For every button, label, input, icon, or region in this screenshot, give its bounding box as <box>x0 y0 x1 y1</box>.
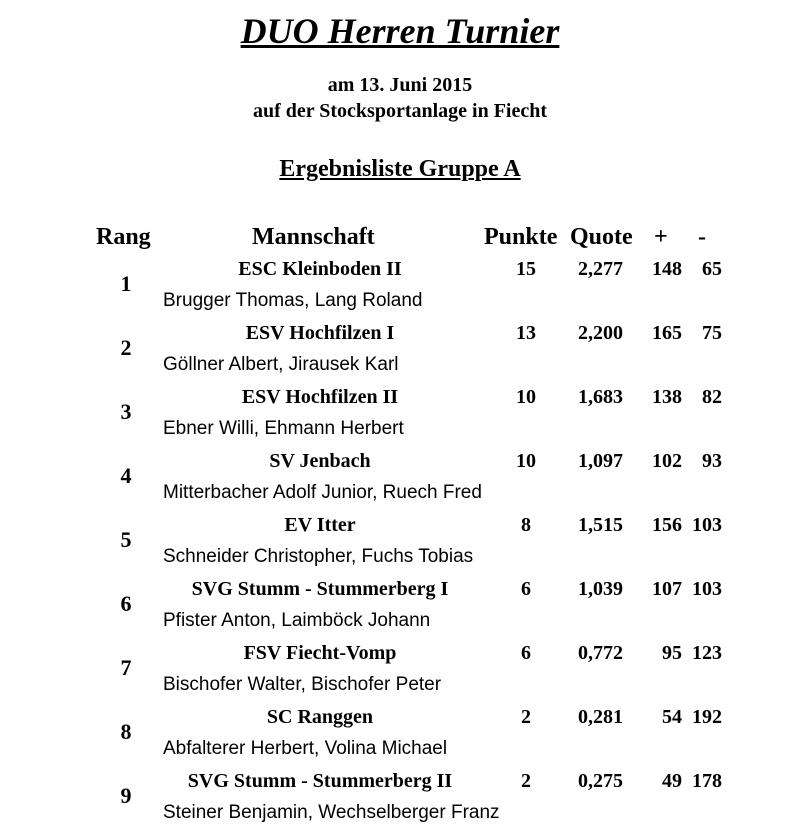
minus-cell: 82 <box>702 386 722 408</box>
players-line: Göllner Albert, Jirausek Karl <box>163 354 399 375</box>
team-name: SVG Stumm - Stummerberg II <box>187 770 453 792</box>
rank-cell: 5 <box>120 527 132 552</box>
plus-cell: 102 <box>652 450 682 472</box>
header-plus: + <box>654 224 668 250</box>
team-name: SV Jenbach <box>269 450 371 472</box>
plus-cell: 107 <box>652 578 682 600</box>
points-cell: 6 <box>521 642 531 664</box>
players-line: Schneider Christopher, Fuchs Tobias <box>163 546 474 567</box>
header-minus: - <box>698 224 706 250</box>
players-line: Mitterbacher Adolf Junior, Ruech Fred <box>163 482 482 503</box>
document-title: DUO Herren Turnier <box>240 11 560 51</box>
points-cell: 10 <box>516 386 536 408</box>
points-cell: 6 <box>521 578 531 600</box>
minus-cell: 65 <box>702 258 722 280</box>
team-name: SVG Stumm - Stummerberg I <box>191 578 449 600</box>
minus-cell: 103 <box>692 514 722 536</box>
plus-cell: 138 <box>652 386 682 408</box>
rank-cell: 9 <box>120 783 132 808</box>
rank-cell: 6 <box>120 591 132 616</box>
rank-cell: 8 <box>120 719 132 744</box>
players-line: Pfister Anton, Laimböck Johann <box>163 610 431 631</box>
plus-cell: 156 <box>652 514 682 536</box>
players-line: Bischofer Walter, Bischofer Peter <box>163 674 442 695</box>
rank-cell: 4 <box>120 463 132 488</box>
minus-cell: 192 <box>692 706 722 728</box>
players-line: Ebner Willi, Ehmann Herbert <box>163 418 404 439</box>
plus-cell: 49 <box>662 770 682 792</box>
team-name: ESV Hochfilzen I <box>245 322 395 344</box>
players-line: Brugger Thomas, Lang Roland <box>163 290 423 311</box>
venue-line: auf der Stocksportanlage in Fiecht <box>252 100 548 122</box>
header-quota: Quote <box>570 224 633 250</box>
team-name: FSV Fiecht-Vomp <box>243 642 397 664</box>
team-name: SC Ranggen <box>266 706 374 728</box>
plus-cell: 95 <box>662 642 682 664</box>
header-team: Mannschaft <box>252 224 375 250</box>
points-cell: 2 <box>521 770 531 792</box>
team-name: ESV Hochfilzen II <box>241 386 399 408</box>
players-line: Steiner Benjamin, Wechselberger Franz <box>163 802 500 823</box>
points-cell: 10 <box>516 450 536 472</box>
plus-cell: 54 <box>662 706 682 728</box>
quota-cell: 1,039 <box>578 578 623 600</box>
rank-cell: 1 <box>120 271 132 296</box>
plus-cell: 148 <box>652 258 682 280</box>
quota-cell: 0,772 <box>578 642 623 664</box>
rank-cell: 7 <box>120 655 132 680</box>
points-cell: 15 <box>516 258 536 280</box>
quota-cell: 0,275 <box>578 770 623 792</box>
players-line: Abfalterer Herbert, Volina Michael <box>163 738 448 759</box>
plus-cell: 165 <box>652 322 682 344</box>
quota-cell: 0,281 <box>578 706 623 728</box>
group-heading: Ergebnisliste Gruppe A <box>279 156 521 182</box>
header-points: Punkte <box>484 224 558 250</box>
points-cell: 2 <box>521 706 531 728</box>
quota-cell: 2,277 <box>578 258 623 280</box>
minus-cell: 103 <box>692 578 722 600</box>
rank-cell: 3 <box>120 399 132 424</box>
date-line: am 13. Juni 2015 <box>327 74 473 96</box>
team-name: EV Itter <box>284 514 356 536</box>
team-name: ESC Kleinboden II <box>238 258 402 280</box>
minus-cell: 123 <box>692 642 722 664</box>
minus-cell: 178 <box>692 770 722 792</box>
quota-cell: 1,097 <box>578 450 623 472</box>
rank-cell: 2 <box>120 335 132 360</box>
points-cell: 13 <box>516 322 536 344</box>
quota-cell: 1,683 <box>578 386 623 408</box>
points-cell: 8 <box>521 514 531 536</box>
quota-cell: 1,515 <box>578 514 623 536</box>
minus-cell: 93 <box>702 450 722 472</box>
quota-cell: 2,200 <box>578 322 623 344</box>
minus-cell: 75 <box>702 322 722 344</box>
header-rank: Rang <box>96 224 151 250</box>
